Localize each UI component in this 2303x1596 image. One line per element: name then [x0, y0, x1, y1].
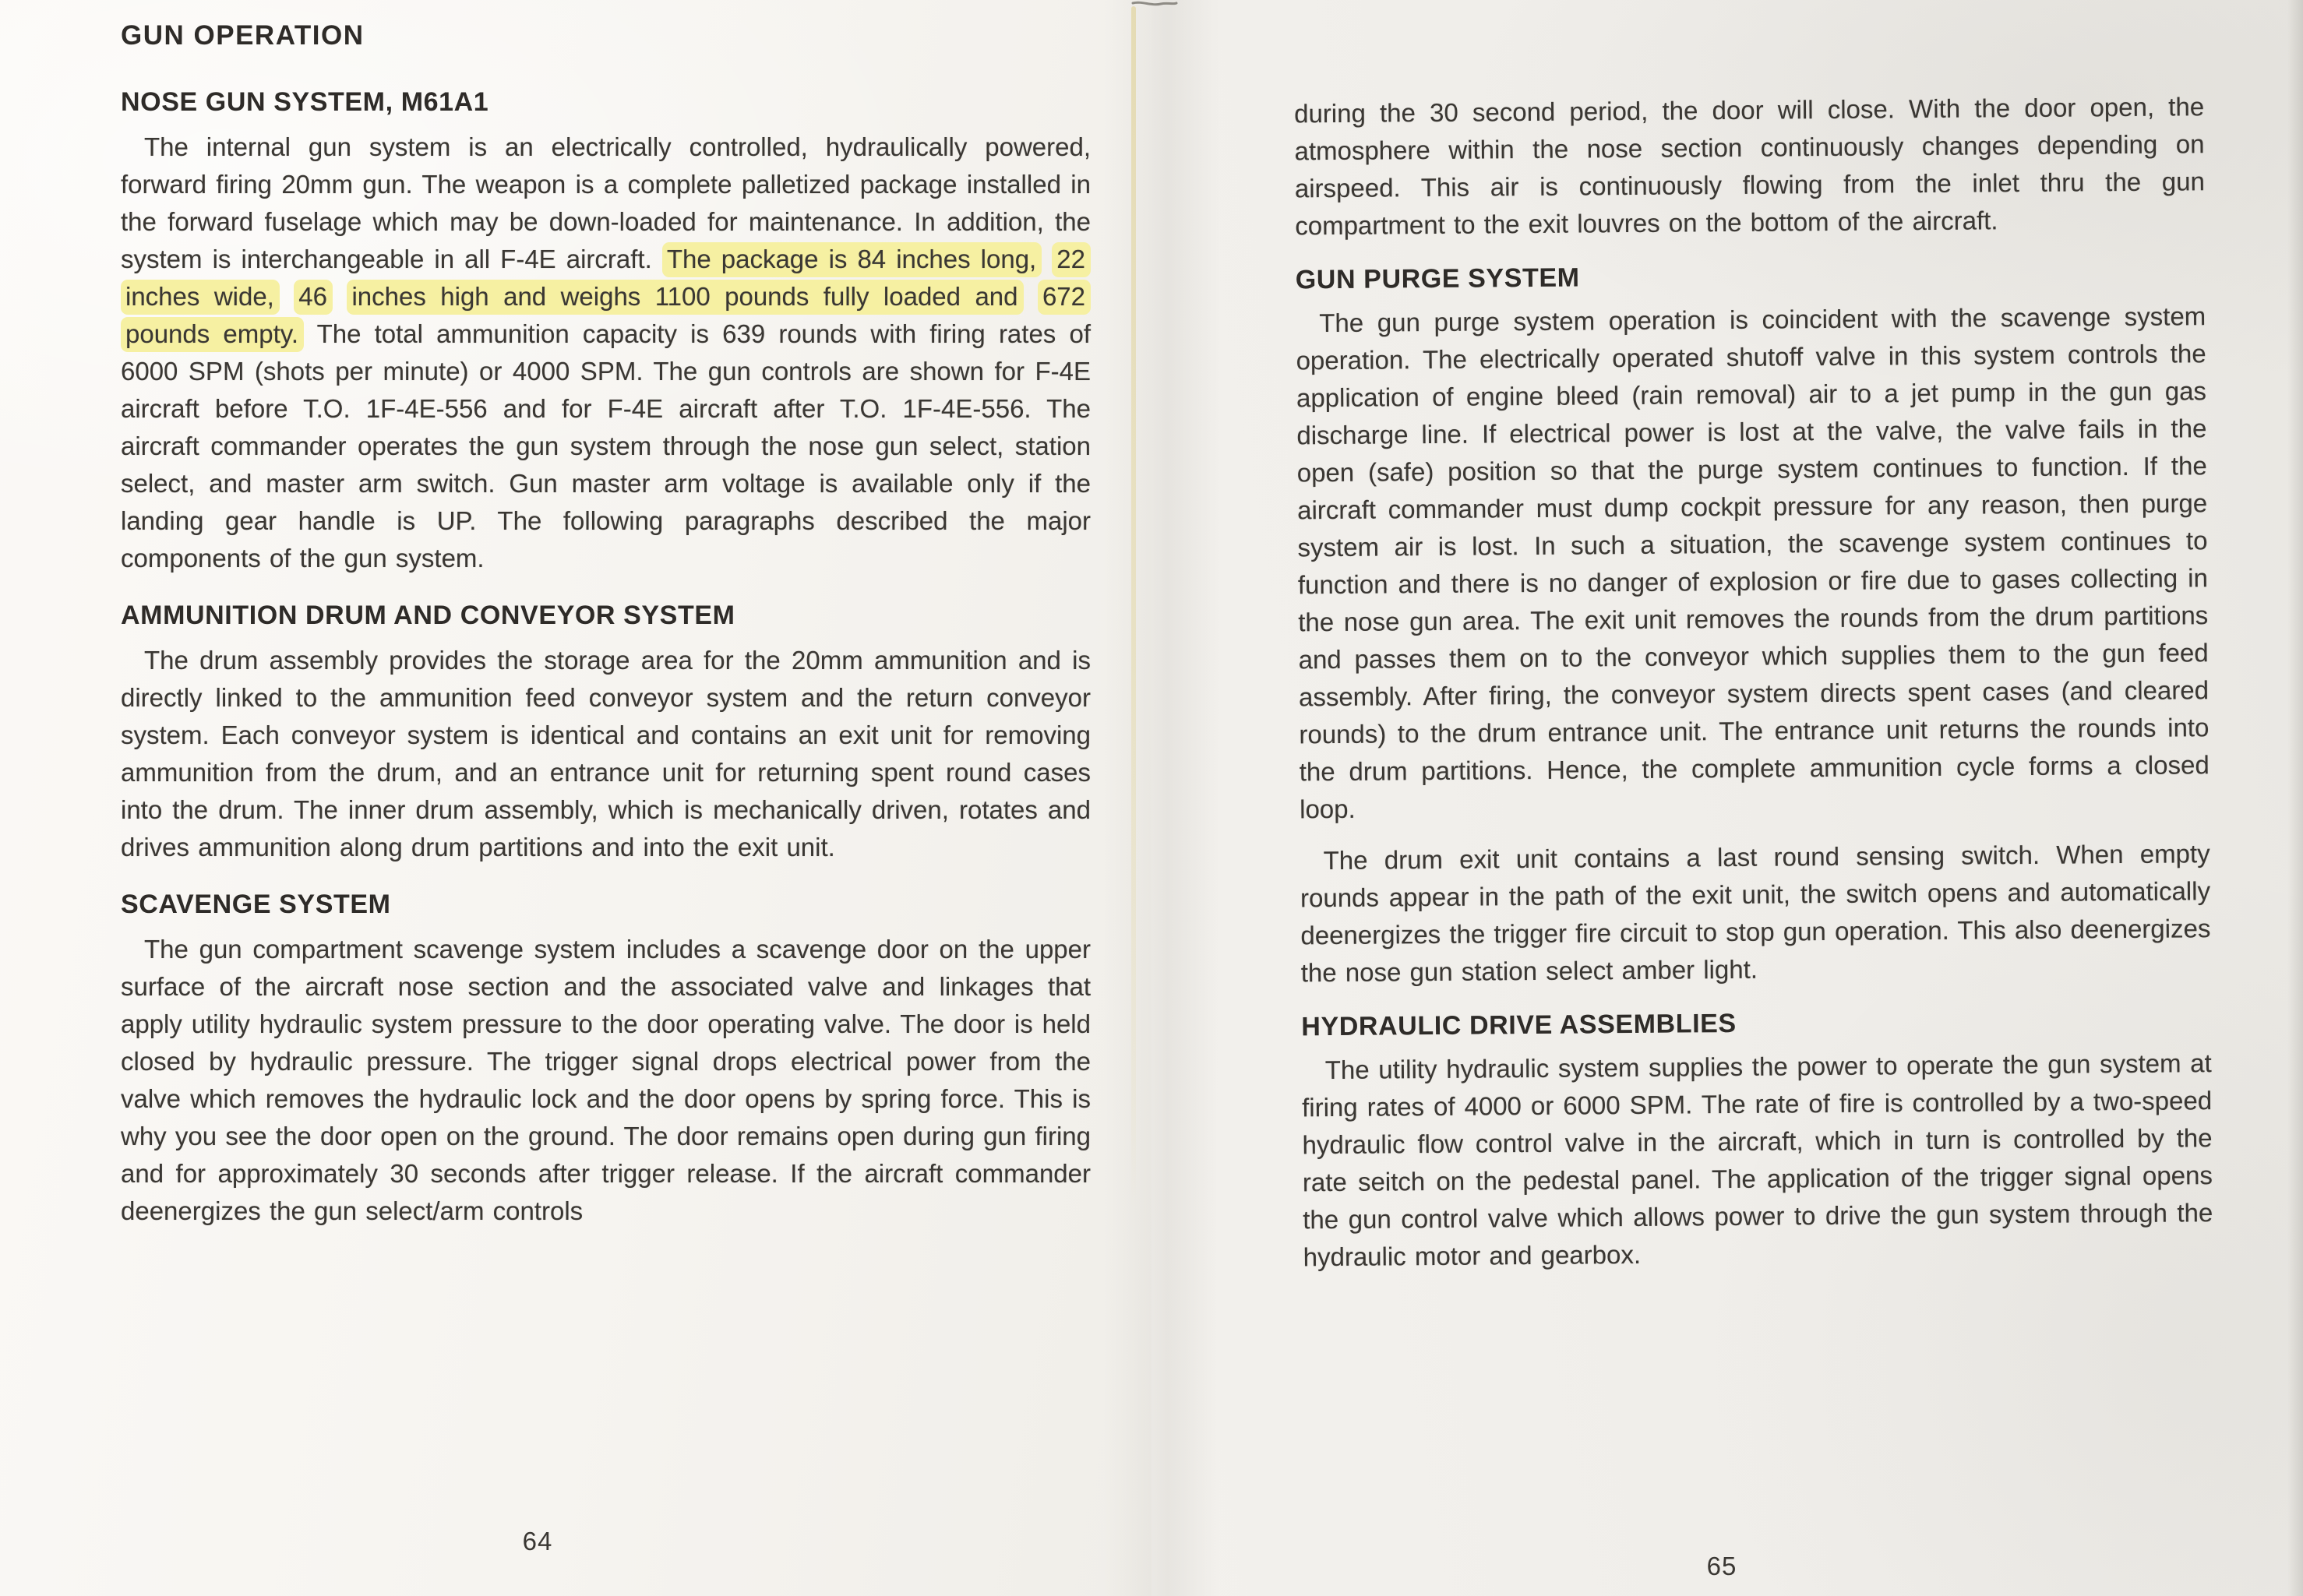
highlight-segment: 22 [1052, 242, 1091, 277]
paragraph-text: The total ammunition capacity is 639 rounds with firing rates of 6000 SPM (shots per minute) or 4000 SPM. The gun controls are shown for F-4E aircraft before T.O. 1F-4E-556 and for F-4E aircraft after T.O. 1F-4E-556. The aircraft commander operates the gun system through the nose gun select, station select, and master arm switch. Gun master arm voltage is available only if the landing gear handle is UP. The following paragraphs described the major components of the gun system. [121, 319, 1091, 573]
highlight-segment: pounds empty. [121, 317, 304, 352]
paragraph-hydraulic-drive: The utility hydraulic system supplies the power to operate the gun system at firing rates of 4000 or 6000 SPM. The rate of fire is controlled by a two-speed hydraulic flow control valve in the aircraft, which in turn is controlled by the rate seitch on the pedestal panel. The application of the trigger signal opens the gun control valve which allows power to drive the gun system through the hydraulic motor and gearbox. [1302, 1048, 2213, 1272]
paragraph-gun-purge: The gun purge system operation is coincident with the scavenge system operation. The electrically operated shutoff valve in this system controls the application of engine bleed (rain removal) air to a jet pump in the gun gas discharge line. If electrical power is lost at the valve, the valve fails in the open (safe) position so that the purge system continues to function. If the aircraft commander must dump cockpit pressure for any reason, then purge system air is lost. In such a situation, the scavenge system continues to function and there is no danger of explosion or fire due to gases collecting in the nose gun area. The exit unit removes the rounds from the drum partitions and passes them on to the conveyor which supplies them to the gun feed assembly. After firing, the conveyor system directs spent cases (and cleared rounds) to the drum entrance unit. The entrance unit returns the rounds into the drum partitions. Hence, the complete ammunition cycle forms a closed loop. [1296, 301, 2210, 824]
page-right-content [1152, 0, 2303, 1596]
scan-artifact-top-mark [1131, 0, 1178, 15]
page-number-left: 64 [522, 1527, 553, 1555]
highlight-segment: The package is 84 inches long, [662, 242, 1042, 277]
highlight-segment: 46 [294, 280, 333, 315]
page-right [1152, 0, 2303, 1596]
paragraph-ammunition-drum: The drum assembly provides the storage area for the 20mm ammunition and is directly linked to the ammunition feed conveyor system and the return conveyor system. Each conveyor system is identical and contains an exit unit for removing ammunition from the drum, and an entrance unit for returning spent round cases into the drum. The inner drum assembly, which is mechanically driven, rotates and drives ammunition along drum partitions and into the exit unit. [121, 646, 1091, 861]
paragraph-scavenge-continuation: during the 30 second period, the door will close. With the door open, the atmosphere within the nose section continuously changes depending on airspeed. This air is continuously flowing from the inlet thru the gun compartment to the exit louvres on the bottom of the aircraft. [1293, 92, 2205, 241]
paragraph-drum-exit-unit: The drum exit unit contains a last round sensing switch. When empty rounds appear in the path of the exit unit, the switch opens and automatically deenergizes the trigger fire circuit to stop gun operation. This also deenergizes the nose gun station select amber light. [1300, 839, 2211, 988]
section-heading-hydraulic-drive: HYDRAULIC DRIVE ASSEMBLIES [1301, 1008, 1737, 1042]
highlight-segment: inches high and weighs 1100 pounds fully loaded and [347, 280, 1023, 315]
section-heading-nose-gun-system: NOSE GUN SYSTEM, M61A1 [121, 87, 489, 117]
highlight-segment: 672 [1038, 280, 1091, 315]
section-heading-gun-purge: GUN PURGE SYSTEM [1295, 262, 1580, 295]
highlight-segment: inches wide, [121, 280, 280, 315]
paragraph-scavenge-system: The gun compartment scavenge system includes a scavenge door on the upper surface of the aircraft nose section and the associated valve and linkages that apply utility hydraulic system pressure to the door operating valve. The door is held closed by hydraulic pressure. The trigger signal drops electrical power from the valve which removes the hydraulic lock and the door opens by spring force. This is why you see the door open on the ground. The door remains open during gun firing and for approximately 30 seconds after trigger release. If the aircraft commander deenergizes the gun select/arm controls [121, 935, 1091, 1225]
paragraph-text: The internal gun system is an electrically controlled, hydraulically powered, forward firing 20mm gun. The weapon is a complete palletized package installed in the forward fuselage which may be down-loaded for maintenance. In addition, the system is interchangeable in all F-4E aircraft. [121, 132, 1091, 273]
section-heading-ammunition-drum: AMMUNITION DRUM AND CONVEYOR SYSTEM [121, 601, 735, 630]
page-number-right: 65 [1706, 1552, 1737, 1580]
scan-artifact-squiggle [1131, 0, 1178, 11]
paragraph-nose-gun-system [121, 129, 1091, 577]
section-heading-scavenge-system: SCAVENGE SYSTEM [121, 890, 391, 919]
page-header-gun-operation: GUN OPERATION [121, 20, 365, 51]
